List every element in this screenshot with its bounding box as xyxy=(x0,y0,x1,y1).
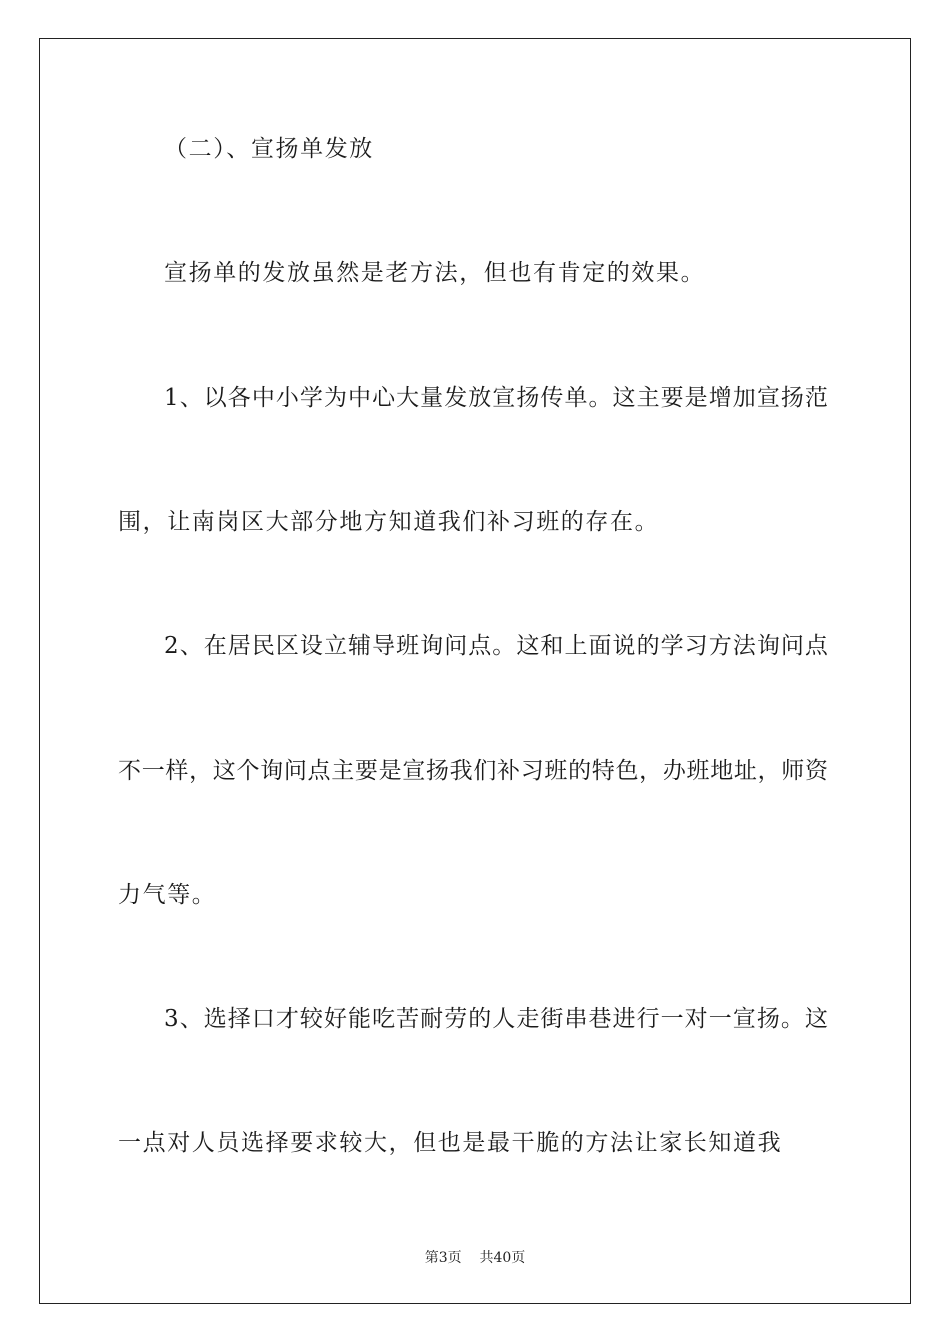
page-number: 第3页 xyxy=(424,1250,462,1266)
paragraph-line-5: 不 一 样 ， 这 个 询 问 点 主 要 是 宣 扬 我 们 补 习 班 的 特 色 ， 办 班 地 址 ， 师 资 xyxy=(118,758,828,784)
page-frame xyxy=(39,38,911,1304)
section-heading: （二）、宣扬单发放 xyxy=(164,136,374,162)
footer-spacer xyxy=(462,1250,480,1266)
paragraph-line-4: 2 、 在 居 民 区 设 立 辅 导 班 询 问 点 。 这 和 上 面 说 的 学 习 方 法 询 问 点 xyxy=(164,633,828,659)
paragraph-line-1: 宣扬单的发放虽然是老方法，但也有肯定的效果。 xyxy=(164,260,706,286)
paragraph-line-2: 1 、 以 各 中 小 学 为 中 心 大 量 发 放 宣 扬 传 单 。 这 主 要 是 增 加 宣 扬 范 xyxy=(164,385,828,411)
paragraph-line-6: 力气等。 xyxy=(118,882,217,908)
paragraph-line-8: 一点对人员选择要求较大，但也是最干脆的方法让家长知道我 xyxy=(118,1130,783,1156)
page-total: 共40页 xyxy=(479,1250,526,1266)
paragraph-line-3: 围，让南岗区大部分地方知道我们补习班的存在。 xyxy=(118,509,660,535)
page-footer xyxy=(0,1249,950,1267)
paragraph-line-7: 3 、 选 择 口 才 较 好 能 吃 苦 耐 劳 的 人 走 街 串 巷 进 行 一 对 一 宣 扬 。 这 xyxy=(164,1006,828,1032)
